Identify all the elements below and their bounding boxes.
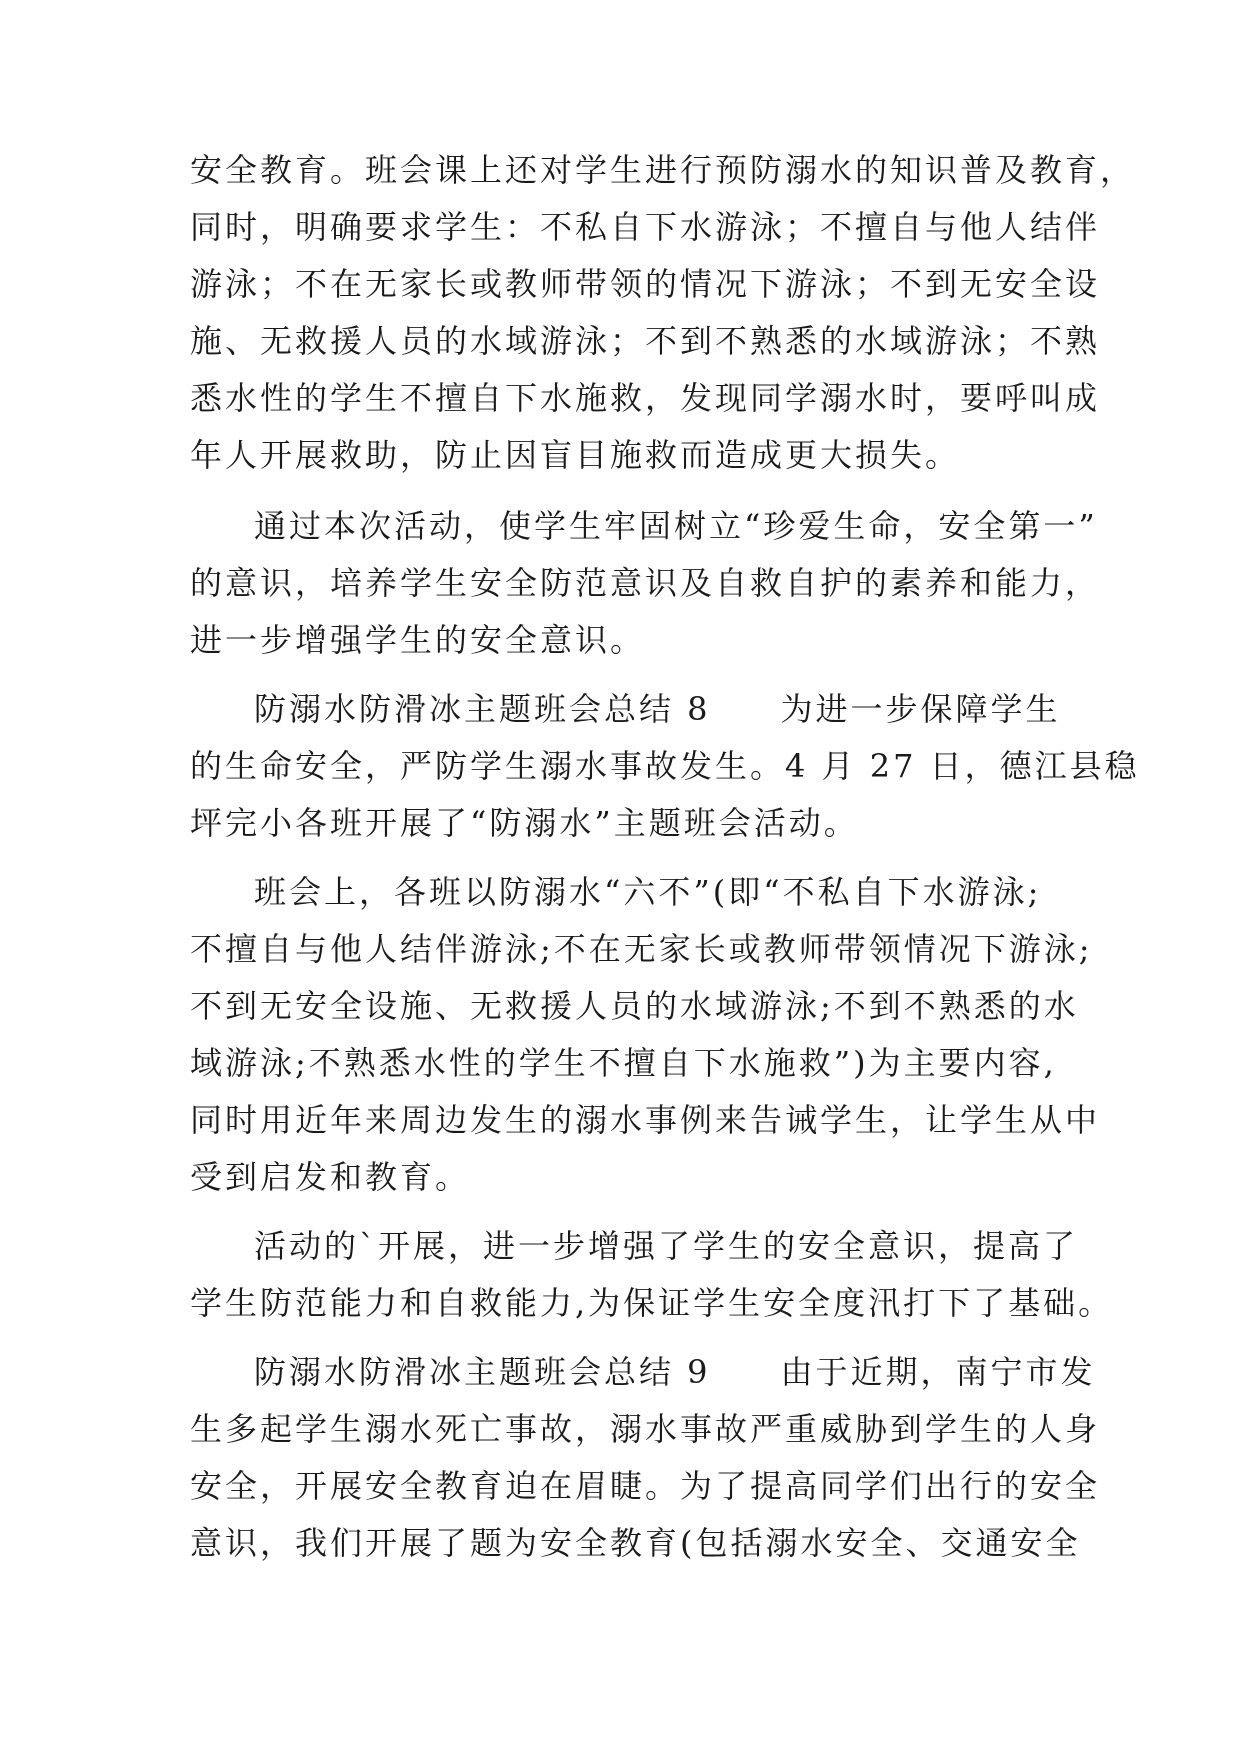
paragraph-first-line: 班会上，各班以防溺水“六不”(即“不私自下水游泳; (254, 873, 1042, 911)
text-line: 学生防范能力和自救能力,为保证学生安全度汛打下了基础。 (190, 1284, 1114, 1322)
text-line: 施、无救援人员的水域游泳；不到不熟悉的水域游泳；不熟 (190, 322, 1101, 360)
text-line: 安全教育。班会课上还对学生进行预防溺水的知识普及教育， (190, 151, 1136, 189)
text-line: 的意识，培养学生安全防范意识及自救自护的素养和能力， (190, 564, 1101, 602)
text-line: 不到无安全设施、无救援人员的水域游泳;不到不熟悉的水 (190, 987, 1079, 1025)
text-line: 进一步增强学生的安全意识。 (190, 621, 646, 659)
section-heading-line: 防溺水防滑冰主题班会总结 8 为进一步保障学生 (254, 690, 1061, 728)
text-line: 悉水性的学生不擅自下水施救，发现同学溺水时，要呼叫成 (190, 379, 1101, 417)
text-line: 域游泳;不熟悉水性的学生不擅自下水施救”)为主要内容, (190, 1044, 1057, 1082)
text-line: 游泳；不在无家长或教师带领的情况下游泳；不到无安全设 (190, 265, 1101, 303)
text-line: 不擅自与他人结伴游泳;不在无家长或教师带领情况下游泳; (190, 930, 1093, 968)
text-line: 同时，明确要求学生：不私自下水游泳；不擅自与他人结伴 (190, 208, 1101, 246)
text-line: 生多起学生溺水死亡事故，溺水事故严重威胁到学生的人身 (190, 1410, 1101, 1448)
text-line: 受到启发和教育。 (190, 1158, 471, 1196)
text-line: 坪完小各班开展了“防溺水”主题班会活动。 (190, 804, 859, 842)
text-line: 的生命安全，严防学生溺水事故发生。4 月 27 日，德江县稳 (190, 747, 1140, 785)
paragraph-first-line: 活动的`开展，进一步增强了学生的安全意识，提高了 (254, 1227, 1079, 1265)
paragraph-first-line: 通过本次活动，使学生牢固树立“珍爱生命，安全第一” (254, 507, 1098, 545)
text-line: 安全，开展安全教育迫在眉睫。为了提高同学们出行的安全 (190, 1467, 1101, 1505)
text-line: 同时用近年来周边发生的溺水事例来告诫学生，让学生从中 (190, 1101, 1101, 1139)
text-line: 年人开展救助，防止因盲目施救而造成更大损失。 (190, 436, 961, 474)
text-line: 意识，我们开展了题为安全教育(包括溺水安全、交通安全 (190, 1524, 1081, 1562)
section-heading-line: 防溺水防滑冰主题班会总结 9 由于近期，南宁市发 (254, 1353, 1096, 1391)
